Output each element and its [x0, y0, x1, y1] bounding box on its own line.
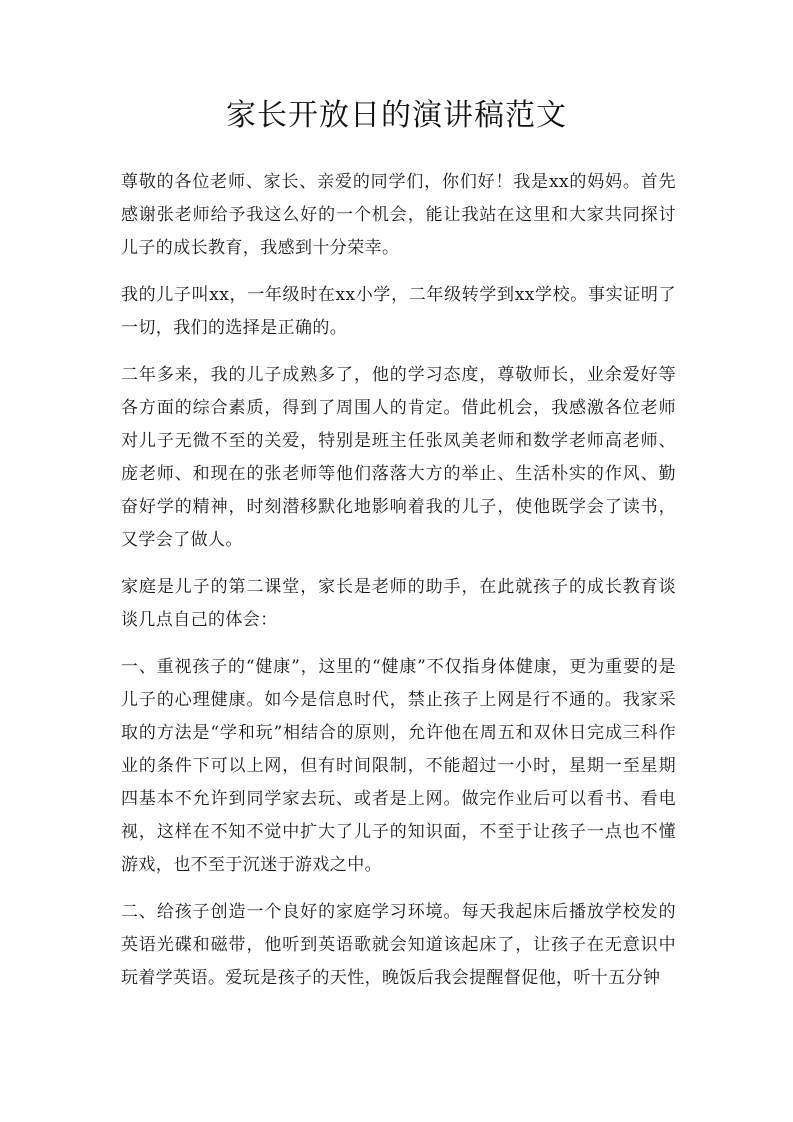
- paragraph-point-one: 一、重视孩子的“健康”，这里的“健康”不仅指身体健康，更为重要的是儿子的心理健康。如今是信息时代，禁止孩子上网是行不通的。我家采取的方法是“学和玩”相结合的原则，允许他在周五和双休日完成三科作业的条件下可以上网，但有时间限制，不能超过一小时，星期一至星期四基本不允许到同学家去玩、或者是上网。做完作业后可以看书、看电视，这样在不知不觉中扩大了儿子的知识面，不至于让孩子一点也不懂游戏，也不至于沉迷于游戏之中。: [121, 657, 676, 875]
- document-title: 家长开放日的演讲稿范文: [226, 98, 567, 133]
- document-body: [121, 166, 676, 1009]
- paragraph-greeting: 尊敬的各位老师、家长、亲爱的同学们，你们好！我是xx的妈妈。首先感谢张老师给予我这么好的一个机会，能让我站在这里和大家共同探讨儿子的成长教育，我感到十分荣幸。: [121, 172, 676, 258]
- paragraph-point-two: 二、给孩子创造一个良好的家庭学习环境。每天我起床后播放学校发的英语光碟和磁带，他听到英语歌就会知道该起床了，让孩子在无意识中玩着学英语。爱玩是孩子的天性，晚饭后我会提醒督促他，听十五分钟: [121, 902, 676, 988]
- paragraph-gratitude: 二年多来，我的儿子成熟多了，他的学习态度，尊敬师长，业余爱好等各方面的综合素质，得到了周围人的肯定。借此机会，我感激各位老师对儿子无微不至的关爱，特别是班主任张凤美老师和数学老师高老师、庞老师、和现在的张老师等他们落落大方的举止、生活朴实的作风、勤奋好学的精神，时刻潜移默化地影响着我的儿子，使他既学会了读书，又学会了做人。: [121, 365, 676, 550]
- paragraph-family-classroom: 家庭是儿子的第二课堂，家长是老师的助手，在此就孩子的成长教育谈谈几点自己的体会：: [121, 577, 676, 630]
- paragraph-introduction: 我的儿子叫xx，一年级时在xx小学，二年级转学到xx学校。事实证明了一切，我们的选择是正确的。: [121, 285, 676, 338]
